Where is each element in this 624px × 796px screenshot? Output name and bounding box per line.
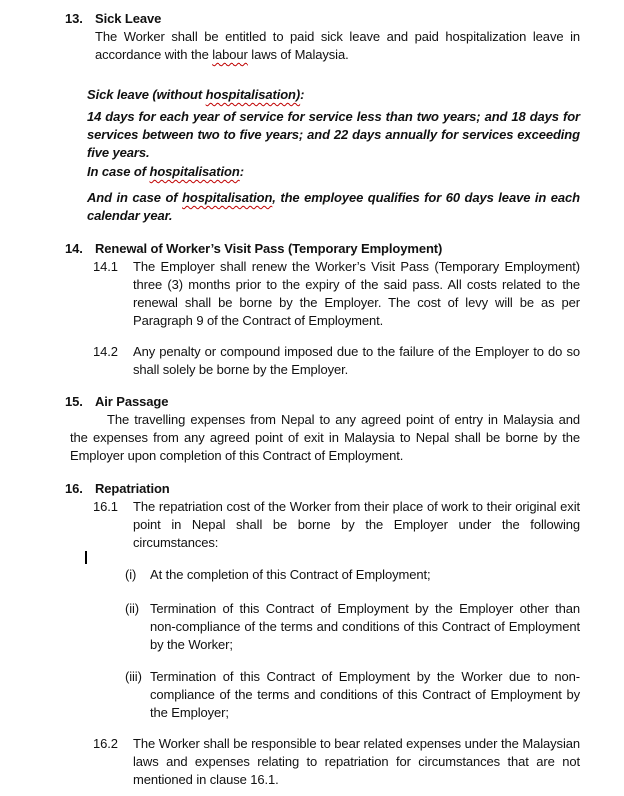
text-cursor xyxy=(85,551,87,564)
section-number-16: 16. xyxy=(65,481,83,496)
clause-number: 16.2 xyxy=(93,736,118,751)
italic-heading-sick-leave xyxy=(87,86,580,104)
list-item-text: At the completion of this Contract of Employment; xyxy=(150,567,431,582)
clause-number: 16.1 xyxy=(93,499,118,514)
section-number-15: 15. xyxy=(65,394,83,409)
list-item-text: Termination of this Contract of Employment by the Worker due to non-compliance of the terms and conditions of this Contract of Employment by the Employer; xyxy=(150,669,580,720)
section-heading-13 xyxy=(65,10,580,28)
list-item-marker: (iii) xyxy=(125,669,142,684)
text-segment: The Worker shall be entitled to paid sick leave and paid hospitalization leave in accordance with the xyxy=(95,29,580,62)
paragraph-sick-leave-days: 14 days for each year of service for service less than two years; and 18 days for services between two to five years; and 22 days annually for services exceeding five years. xyxy=(87,109,580,160)
clause-text: Any penalty or compound imposed due to the failure of the Employer to do so shall solely be borne by the Employer. xyxy=(133,344,580,377)
clause-number: 14.2 xyxy=(93,344,118,359)
misspelled-word-hospitalisation: hospitalisation xyxy=(182,190,273,205)
italic-heading-hospitalisation xyxy=(87,163,580,181)
section-number-14: 14. xyxy=(65,241,83,256)
list-item-text: Termination of this Contract of Employment by the Employer other than non-compliance of the terms and conditions of this Contract of Employment by the Worker; xyxy=(150,601,580,652)
paragraph-sick-leave xyxy=(95,28,580,64)
section-heading-14 xyxy=(65,240,580,258)
text-segment: : xyxy=(239,164,244,179)
clause-text: The Employer shall renew the Worker’s Visit Pass (Temporary Employment) three (3) months prior to the expiry of the said pass. All costs related to the renewal shall be borne by the Employer. The cost of levy will be as per Paragraph 9 of the Contract of Employment. xyxy=(133,259,580,328)
text-segment: , the employee qualifies for 60 days leave in each calendar year. xyxy=(87,190,580,223)
text-segment: : xyxy=(300,87,305,102)
section-heading-15 xyxy=(65,393,580,411)
section-title-16: Repatriation xyxy=(95,481,170,496)
text-segment: In case of xyxy=(87,164,150,179)
misspelled-word-hospitalisation: hospitalisation) xyxy=(205,87,301,102)
clause-text: The repatriation cost of the Worker from their place of work to their original exit point in Nepal shall be borne by the Employer under the following circumstances: xyxy=(133,499,580,550)
list-item-i xyxy=(125,566,580,584)
list-item-marker: (i) xyxy=(125,567,137,582)
list-item-ii xyxy=(125,600,580,654)
paragraph-air-passage: The travelling expenses from Nepal to any agreed point of entry in Malaysia and the expenses from any agreed point of exit in Malaysia to Nepal shall be borne by the Employer upon completion of this Contract of Employment. xyxy=(70,412,580,463)
misspelled-word-hospitalisation: hospitalisation xyxy=(149,164,240,179)
clause-16-2 xyxy=(93,735,580,789)
text-segment: And in case of xyxy=(87,190,183,205)
text-segment: Sick leave (without xyxy=(87,87,206,102)
paragraph-hospitalisation-days xyxy=(87,189,580,225)
section-number-13: 13. xyxy=(65,11,83,26)
section-title-15: Air Passage xyxy=(95,394,169,409)
clause-14-1 xyxy=(93,258,580,330)
misspelled-word-labour: labour xyxy=(212,47,248,62)
section-title-14: Renewal of Worker’s Visit Pass (Temporary Employment) xyxy=(95,241,443,256)
clause-14-2 xyxy=(93,343,580,379)
clause-text: The Worker shall be responsible to bear related expenses under the Malaysian laws and expenses relating to repatriation for circumstances that are not mentioned in clause 16.1. xyxy=(133,736,580,787)
clause-number: 14.1 xyxy=(93,259,118,274)
list-item-marker: (ii) xyxy=(125,601,140,616)
list-item-iii xyxy=(125,668,580,722)
clause-16-1 xyxy=(93,498,580,552)
section-heading-16 xyxy=(65,480,580,498)
section-title-13: Sick Leave xyxy=(95,11,162,26)
text-segment: laws of Malaysia. xyxy=(247,47,349,62)
